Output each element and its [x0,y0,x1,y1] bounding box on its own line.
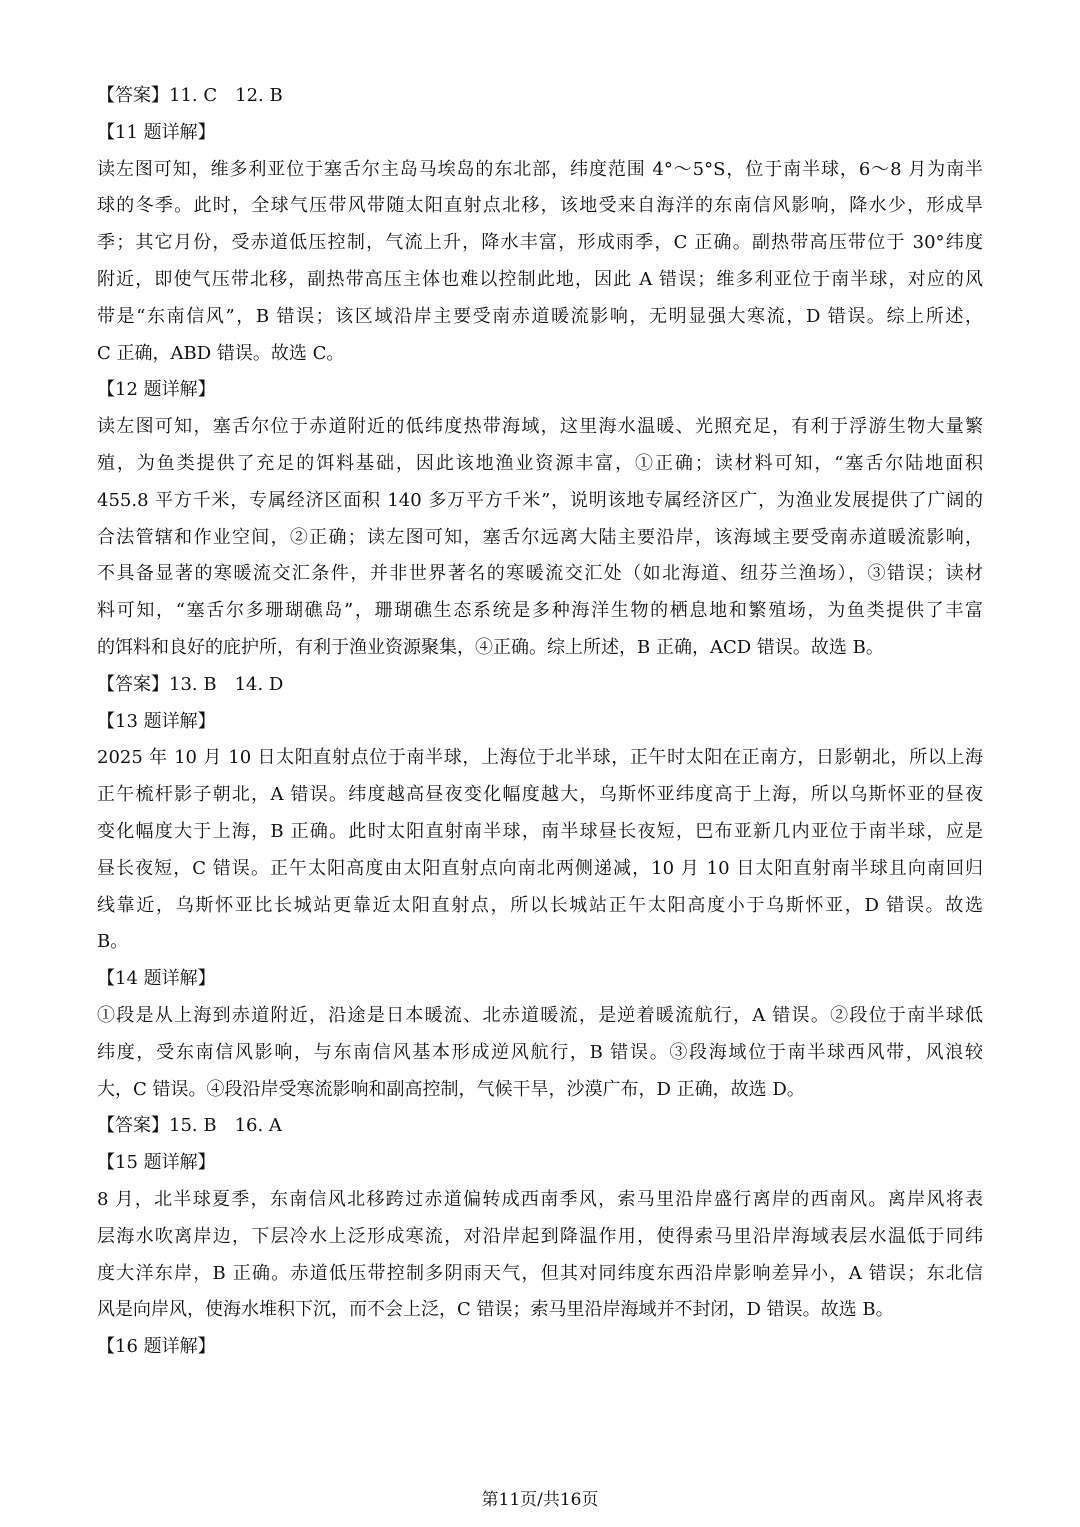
explanation-line: 纬度，受东南信风影响，与东南信风基本形成逆风航行，B 错误。③段海域位于南半球西风带，风浪较 [97,1041,983,1063]
explanation-line: 正午梳杆影子朝北，A 错误。纬度越高昼夜变化幅度越大，乌斯怀亚纬度高于上海，所以乌斯怀亚的昼夜 [97,784,983,806]
page-footer: 第11页/共16页 [481,1490,599,1510]
explanation-line: 455.8 平方千米，专属经济区面积 140 多万平方千米”，说明该地专属经济区广，为渔业发展提供了广阔的 [97,489,983,511]
explanation-line: 度大洋东岸，B 正确。赤道低压带控制多阴雨天气，但其对同纬度东西沿岸影响差异小，A 错误；东北信 [97,1262,983,1284]
question-heading: 【13 题详解】 [97,710,216,732]
explanation-line: 合法管辖和作业空间，②正确；读左图可知，塞舌尔远离大陆主要沿岸，该海域主要受南赤道暖流影响， [97,526,983,548]
explanation-line: 线靠近，乌斯怀亚比长城站更靠近太阳直射点，所以长城站正午太阳高度小于乌斯怀亚，D 错误。故选 [97,894,983,916]
explanation-line: 带是“东南信风”，B 错误；该区域沿岸主要受南赤道暖流影响，无明显强大寒流，D 错误。综上所述， [97,305,983,327]
explanation-line: 昼长夜短，C 错误。正午太阳高度由太阳直射点向南北两侧递减，10 月 10 日太阳直射南半球且向南回归 [97,857,983,879]
explanation-line: B。 [97,931,129,953]
explanation-line: ①段是从上海到赤道附近，沿途是日本暖流、北赤道暖流，是逆着暖流航行，A 错误。②段位于南半球低 [97,1004,983,1026]
explanation-line: 球的冬季。此时，全球气压带风带随太阳直射点北移，该地受来自海洋的东南信风影响，降水少，形成旱 [97,195,983,217]
explanation-line: 大，C 错误。④段沿岸受寒流影响和副高控制，气候干旱，沙漠广布，D 正确，故选 D。 [97,1078,805,1100]
explanation-line: 季；其它月份，受赤道低压控制，气流上升，降水丰富，形成雨季，C 正确。副热带高压带位于 30°纬度 [97,232,983,254]
answer-document [97,78,983,1366]
explanation-line: 附近，即使气压带北移，副热带高压主体也难以控制此地，因此 A 错误；维多利亚位于南半球，对应的风 [97,268,983,290]
answer-line: 【答案】11. C 12. B [97,85,283,106]
answer-line: 【答案】15. B 16. A [97,1115,282,1137]
explanation-line: 殖，为鱼类提供了充足的饵料基础，因此该地渔业资源丰富，①正确；读材料可知，“塞舌尔陆地面积 [97,452,983,474]
question-heading: 【15 题详解】 [97,1152,216,1174]
question-heading: 【11 题详解】 [97,121,216,143]
question-heading: 【14 题详解】 [97,968,216,990]
question-heading: 【12 题详解】 [97,379,216,401]
explanation-line: 风是向岸风，使海水堆积下沉，而不会上泛，C 错误；索马里沿岸海域并不封闭，D 错误。故选 B。 [97,1299,894,1321]
explanation-line: C 正确，ABD 错误。故选 C。 [97,342,345,364]
explanation-line: 料可知，“塞舌尔多珊瑚礁岛”，珊瑚礁生态系统是多种海洋生物的栖息地和繁殖场，为鱼类提供了丰富 [97,600,983,622]
question-heading: 【16 题详解】 [97,1336,216,1358]
explanation-line: 2025 年 10 月 10 日太阳直射点位于南半球，上海位于北半球，正午时太阳在正南方，日影朝北，所以上海 [97,747,983,769]
answer-line: 【答案】13. B 14. D [97,673,284,695]
explanation-line: 的饵料和良好的庇护所，有利于渔业资源聚集，④正确。综上所述，B 正确，ACD 错误。故选 B。 [97,636,884,658]
explanation-line: 层海水吹离岸边，下层冷水上泛形成寒流，对沿岸起到降温作用，使得索马里沿岸海域表层水温低于同纬 [97,1225,983,1247]
explanation-line: 读左图可知，维多利亚位于塞舌尔主岛马埃岛的东北部，纬度范围 4°～5°S，位于南半球，6～8 月为南半 [97,158,983,180]
explanation-line: 变化幅度大于上海，B 正确。此时太阳直射南半球，南半球昼长夜短，巴布亚新几内亚位于南半球，应是 [97,820,983,842]
explanation-line: 不具备显著的寒暖流交汇条件，并非世界著名的寒暖流交汇处（如北海道、纽芬兰渔场），③错误；读材 [97,563,983,585]
explanation-line: 读左图可知，塞舌尔位于赤道附近的低纬度热带海域，这里海水温暖、光照充足，有利于浮游生物大量繁 [97,416,983,438]
explanation-line: 8 月，北半球夏季，东南信风北移跨过赤道偏转成西南季风，索马里沿岸盛行离岸的西南风。离岸风将表 [97,1188,983,1210]
